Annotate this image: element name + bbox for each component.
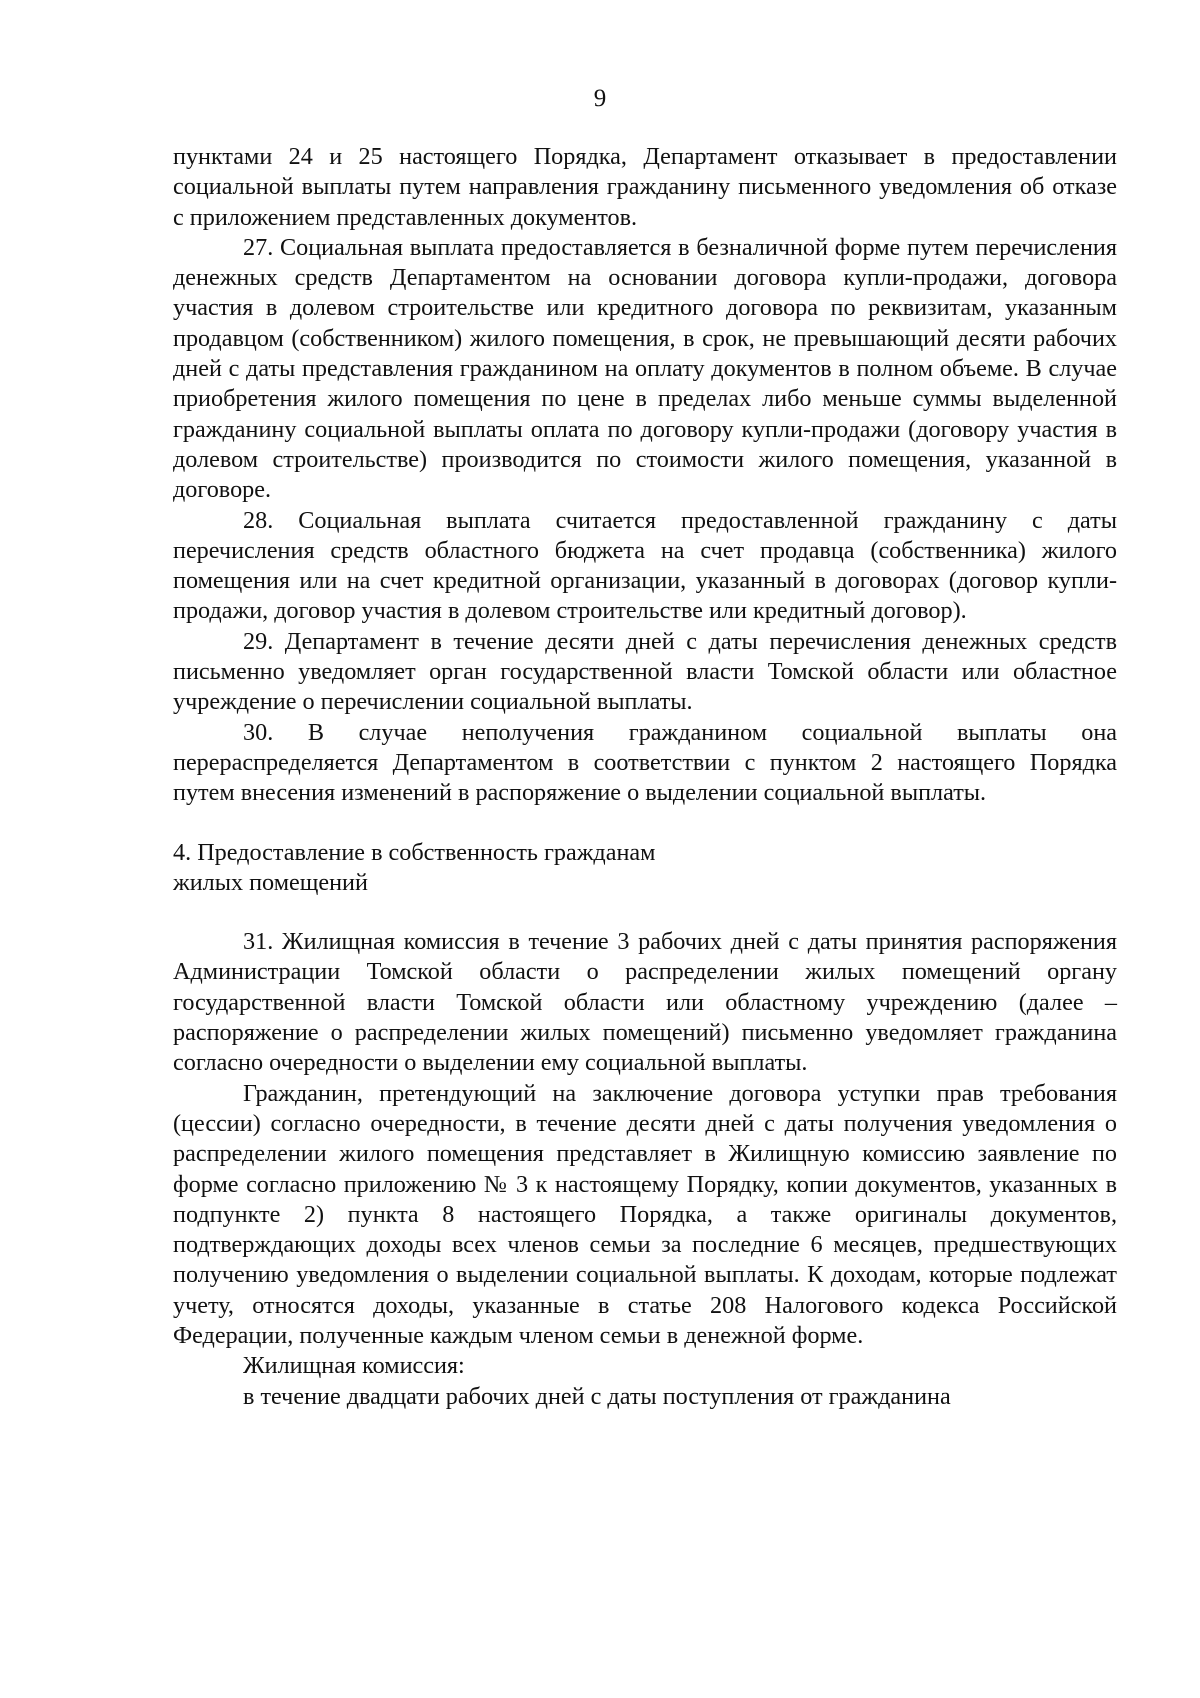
paragraph-28: 28. Социальная выплата считается предоставленной гражданину с даты перечисления средств областного бюджета на счет продавца (собственника) жилого помещения или на счет кредитной организации, указанный в договорах (договор купли-продажи, договор участия в долевом строительстве или кредитный договор). <box>173 506 1117 625</box>
paragraph-continuation: пунктами 24 и 25 настоящего Порядка, Департамент отказывает в предоставлении социальной выплаты путем направления гражданину письменного уведомления об отказе с приложением представленных документов. <box>173 143 1117 231</box>
section-heading-line-1: 4. Предоставление в собственность гражданам <box>173 838 656 866</box>
paragraph-citizen-application: Гражданин, претендующий на заключение договора уступки прав требования (цессии) согласно очередности, в течение десяти дней с даты получения уведомления о распределении жилого помещения представляет в Жилищную комиссию заявление по форме согласно приложению № 3 к настоящему Порядку, копии документов, указанных в подпункте 2) пункта 8 настоящего Порядка, а также оригиналы документов, подтверждающих доходы всех членов семьи за последние 6 месяцев, предшествующих получению уведомления о выделении социальной выплаты. К доходам, которые подлежат учету, относятся доходы, указанные в статье 208 Налогового кодекса Российской Федерации, полученные каждым членом семьи в денежной форме. <box>173 1079 1117 1349</box>
section-heading-line-2: жилых помещений <box>173 868 368 896</box>
page-number: 9 <box>593 85 607 112</box>
paragraph-27: 27. Социальная выплата предоставляется в безналичной форме путем перечисления денежных средств Департаментом на основании договора купли-продажи, договора участия в долевом строительстве или кредитного договора по реквизитам, указанным продавцом (собственником) жилого помещения, в срок, не превышающий десяти рабочих дней с даты представления гражданином на оплату документов в полном объеме. В случае приобретения жилого помещения по цене в пределах либо меньше суммы выделенной гражданину социальной выплаты оплата по договору купли-продажи (договору участия в долевом строительстве) производится по стоимости жилого помещения, указанной в договоре. <box>173 233 1117 504</box>
section-heading <box>173 809 1117 928</box>
paragraph-30: 30. В случае неполучения гражданином социальной выплаты она перераспределяется Департаментом в соответствии с пунктом 2 настоящего Порядка путем внесения изменений в распоряжение о выделении социальной выплаты. <box>173 718 1117 807</box>
document-body <box>173 142 1117 1412</box>
paragraph-29: 29. Департамент в течение десяти дней с даты перечисления денежных средств письменно уведомляет орган государственной власти Томской области или областное учреждение о перечислении социальной выплаты. <box>173 627 1117 716</box>
paragraph-within-twenty-days: в течение двадцати рабочих дней с даты поступления от гражданина <box>243 1382 951 1410</box>
paragraph-housing-commission: Жилищная комиссия: <box>243 1352 465 1380</box>
paragraph-31: 31. Жилищная комиссия в течение 3 рабочих дней с даты принятия распоряжения Администрации Томской области о распределении жилых помещений органу государственной власти Томской области или областному учреждению (далее – распоряжение о распределении жилых помещений) письменно уведомляет гражданина согласно очередности о выделении ему социальной выплаты. <box>173 928 1117 1077</box>
